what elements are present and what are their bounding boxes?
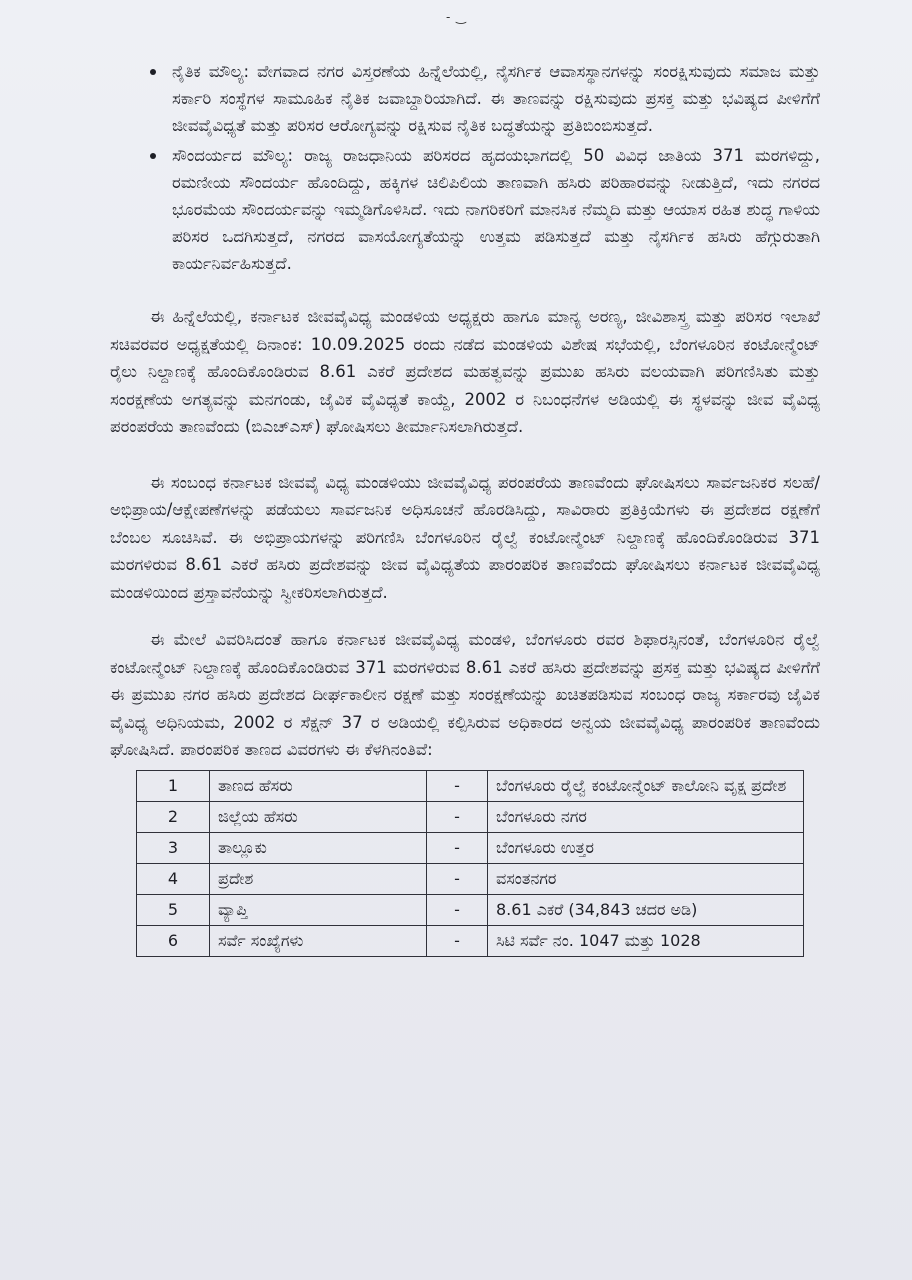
row-separator: - <box>427 801 488 832</box>
paragraph-public-notification: ಈ ಸಂಬಂಧ ಕರ್ನಾಟಕ ಜೀವವೈ ವಿಧ್ಯ ಮಂಡಳಿಯು ಜೀವವೈವಿಧ್ಯ ಪರಂಪರೆಯ ತಾಣವೆಂದು ಘೋಷಿಸಲು ಸಾರ್ವಜನಿಕರ ಸಲಹೆ/ಅಭಿಪ್ರಾಯ/ಆಕ್ಷೇಪಣೆಗಳನ್ನು ಪಡೆಯಲು ಸಾರ್ವಜನಿಕ ಅಧಿಸೂಚನೆ ಹೊರಡಿಸಿದ್ದು, ಸಾವಿರಾರು ಪ್ರತಿಕ್ರಿಯೆಗಳು ಈ ಪ್ರದೇಶದ ರಕ್ಷಣೆಗೆ ಬೆಂಬಲ ಸೂಚಿಸಿವೆ. ಈ ಅಭಿಪ್ರಾಯಗಳನ್ನು ಪರಿಗಣಿಸಿ ಬೆಂಗಳೂರಿನ ರೈಲ್ವೆ ಕಂಟೋನ್ಮೆಂಟ್ ನಿಲ್ದಾಣಕ್ಕೆ ಹೊಂದಿಕೊಂಡಿರುವ 371 ಮರಗಳಿರುವ 8.61 ಎಕರೆ ಹಸಿರು ಪ್ರದೇಶವನ್ನು ಜೀವ ವೈವಿಧ್ಯತೆಯ ಪಾರಂಪರಿಕ ತಾಣವೆಂದು ಘೋಷಿಸಲು ಕರ್ನಾಟಕ ಜೀವವೈವಿಧ್ಯ ಮಂಡಳಿಯಿಂದ ಪ್ರಸ್ತಾವನೆಯನ್ನು ಸ್ವೀಕರಿಸಲಾಗಿರುತ್ತದೆ. <box>110 472 820 602</box>
row-separator: - <box>427 832 488 863</box>
table-row <box>137 832 804 863</box>
top-mark: - ‿ <box>446 10 467 24</box>
row-value: ಬೆಂಗಳೂರು ಉತ್ತರ <box>488 832 804 863</box>
row-separator: - <box>427 894 488 925</box>
row-value: ಬೆಂಗಳೂರು ನಗರ <box>488 801 804 832</box>
row-label: ಪ್ರದೇಶ <box>210 863 427 894</box>
row-label: ತಾಣದ ಹೆಸರು <box>210 770 427 801</box>
paragraph-board-decision: ಈ ಹಿನ್ನೆಲೆಯಲ್ಲಿ, ಕರ್ನಾಟಕ ಜೀವವೈವಿಧ್ಯ ಮಂಡಳಿಯ ಅಧ್ಯಕ್ಷರು ಹಾಗೂ ಮಾನ್ಯ ಅರಣ್ಯ, ಜೀವಿಶಾಸ್ತ್ರ ಮತ್ತು ಪರಿಸರ ಇಲಾಖೆ ಸಚಿವರವರ ಅಧ್ಯಕ್ಷತೆಯಲ್ಲಿ ದಿನಾಂಕ: 10.09.2025 ರಂದು ನಡೆದ ಮಂಡಳಿಯ ವಿಶೇಷ ಸಭೆಯಲ್ಲಿ, ಬೆಂಗಳೂರಿನ ಕಂಟೋನ್ಮೆಂಟ್ ರೈಲು ನಿಲ್ದಾಣಕ್ಕೆ ಹೊಂದಿಕೊಂಡಿರುವ 8.61 ಎಕರೆ ಪ್ರದೇಶದ ಮಹತ್ವವನ್ನು ಪ್ರಮುಖ ಹಸಿರು ವಲಯವಾಗಿ ಪರಿಗಣಿಸಿತು ಮತ್ತು ಸಂರಕ್ಷಣೆಯ ಅಗತ್ಯವನ್ನು ಮನಗಂಡು, ಜೈವಿಕ ವೈವಿಧ್ಯತೆ ಕಾಯ್ದೆ, 2002 ರ ನಿಬಂಧನೆಗಳ ಅಡಿಯಲ್ಲಿ ಈ ಸ್ಥಳವನ್ನು ಜೀವ ವೈವಿಧ್ಯ ಪರಂಪರೆಯ ತಾಣವೆಂದು (ಬಿಎಚ್‌ಎಸ್) ಘೋಷಿಸಲು ತೀರ್ಮಾನಿಸಲಾಗಿರುತ್ತದೆ. <box>110 307 820 436</box>
row-separator: - <box>427 770 488 801</box>
row-number: 1 <box>137 770 210 801</box>
row-value: 8.61 ಎಕರೆ (34,843 ಚದರ ಅಡಿ) <box>488 894 804 925</box>
row-label: ವ್ಯಾಪ್ತಿ <box>210 894 427 925</box>
table-row <box>137 770 804 801</box>
row-label: ತಾಲ್ಲೂಕು <box>210 832 427 863</box>
values-bullet-list <box>110 58 820 277</box>
table-row <box>137 894 804 925</box>
row-separator: - <box>427 863 488 894</box>
row-label: ಜಿಲ್ಲೆಯ ಹೆಸರು <box>210 801 427 832</box>
table-row <box>137 925 804 956</box>
bullet-ethical-value: ನೈತಿಕ ಮೌಲ್ಯ: ವೇಗವಾದ ನಗರ ವಿಸ್ತರಣೆಯ ಹಿನ್ನೆಲೆಯಲ್ಲಿ, ನೈಸರ್ಗಿಕ ಆವಾಸಸ್ಥಾನಗಳನ್ನು ಸಂರಕ್ಷಿಸುವುದು ಸಮಾಜ ಮತ್ತು ಸರ್ಕಾರಿ ಸಂಸ್ಥೆಗಳ ಸಾಮೂಹಿಕ ನೈತಿಕ ಜವಾಬ್ದಾರಿಯಾಗಿದೆ. ಈ ತಾಣವನ್ನು ರಕ್ಷಿಸುವುದು ಪ್ರಸಕ್ತ ಮತ್ತು ಭವಿಷ್ಯದ ಪೀಳಿಗೆಗೆ ಜೀವವೈವಿಧ್ಯತೆ ಮತ್ತು ಪರಿಸರ ಆರೋಗ್ಯವನ್ನು ರಕ್ಷಿಸುವ ನೈತಿಕ ಬದ್ಧತೆಯನ್ನು ಪ್ರತಿಬಿಂಬಿಸುತ್ತದೆ. <box>110 58 820 139</box>
row-number: 6 <box>137 925 210 956</box>
row-number: 2 <box>137 801 210 832</box>
table-row <box>137 863 804 894</box>
paragraph-declaration: ಈ ಮೇಲೆ ವಿವರಿಸಿದಂತೆ ಹಾಗೂ ಕರ್ನಾಟಕ ಜೀವವೈವಿಧ್ಯ ಮಂಡಳಿ, ಬೆಂಗಳೂರು ರವರ ಶಿಫಾರಸ್ಸಿನಂತೆ, ಬೆಂಗಳೂರಿನ ರೈಲ್ವೆ ಕಂಟೋನ್ಮೆಂಟ್ ನಿಲ್ದಾಣಕ್ಕೆ ಹೊಂದಿಕೊಂಡಿರುವ 371 ಮರಗಳಿರುವ 8.61 ಎಕರೆ ಹಸಿರು ಪ್ರದೇಶವನ್ನು ಪ್ರಸಕ್ತ ಮತ್ತು ಭವಿಷ್ಯದ ಪೀಳಿಗೆಗೆ ಈ ಪ್ರಮುಖ ನಗರ ಹಸಿರು ಪ್ರದೇಶದ ದೀರ್ಘಕಾಲೀನ ರಕ್ಷಣೆ ಮತ್ತು ಸಂರಕ್ಷಣೆಯನ್ನು ಖಚಿತಪಡಿಸುವ ಸಂಬಂಧ ರಾಜ್ಯ ಸರ್ಕಾರವು ಜೈವಿಕ ವೈವಿಧ್ಯ ಅಧಿನಿಯಮ, 2002 ರ ಸೆಕ್ಷನ್ 37 ರ ಅಡಿಯಲ್ಲಿ ಕಲ್ಪಿಸಿರುವ ಅಧಿಕಾರದ ಅನ್ವಯ ಜೀವವೈವಿಧ್ಯ ಪಾರಂಪರಿಕ ತಾಣವೆಂದು ಘೋಷಿಸಿದೆ. ಪಾರಂಪರಿಕ ತಾಣದ ವಿವರಗಳು ಈ ಕೆಳಗಿನಂತಿವೆ: <box>110 630 820 759</box>
table-row <box>137 801 804 832</box>
row-separator: - <box>427 925 488 956</box>
bullet-aesthetic-value: ಸೌಂದರ್ಯದ ಮೌಲ್ಯ: ರಾಜ್ಯ ರಾಜಧಾನಿಯ ಪರಿಸರದ ಹೃದಯಭಾಗದಲ್ಲಿ 50 ವಿವಿಧ ಜಾತಿಯ 371 ಮರಗಳಿದ್ದು, ರಮಣೀಯ ಸೌಂದರ್ಯ ಹೊಂದಿದ್ದು, ಹಕ್ಕಿಗಳ ಚಿಲಿಪಿಲಿಯ ತಾಣವಾಗಿ ಹಸಿರು ಪರಿಹಾರವನ್ನು ನೀಡುತ್ತಿದೆ, ಇದು ನಗರದ ಭೂರಮೆಯ ಸೌಂದರ್ಯವನ್ನು ಇಮ್ಮಡಿಗೊಳಿಸಿದೆ. ಇದು ನಾಗರಿಕರಿಗೆ ಮಾನಸಿಕ ನೆಮ್ಮದಿ ಮತ್ತು ಆಯಾಸ ರಹಿತ ಶುದ್ಧ ಗಾಳಿಯ ಪರಿಸರ ಒದಗಿಸುತ್ತದೆ, ನಗರದ ವಾಸಯೋಗ್ಯತೆಯನ್ನು ಉತ್ತಮ ಪಡಿಸುತ್ತದೆ ಮತ್ತು ನೈಸರ್ಗಿಕ ಹಸಿರು ಹೆಗ್ಗುರುತಾಗಿ ಕಾರ್ಯನಿರ್ವಹಿಸುತ್ತದೆ. <box>110 142 820 277</box>
row-number: 5 <box>137 894 210 925</box>
row-number: 4 <box>137 863 210 894</box>
row-value: ವಸಂತನಗರ <box>488 863 804 894</box>
heritage-site-details-table <box>136 770 804 957</box>
row-value: ಸಿಟಿ ಸರ್ವೆ ನಂ. 1047 ಮತ್ತು 1028 <box>488 925 804 956</box>
row-value: ಬೆಂಗಳೂರು ರೈಲ್ವೆ ಕಂಟೋನ್ಮೆಂಟ್ ಕಾಲೋನಿ ವೃಕ್ಷ ಪ್ರದೇಶ <box>488 770 804 801</box>
row-label: ಸರ್ವೆ ಸಂಖ್ಯೆಗಳು <box>210 925 427 956</box>
row-number: 3 <box>137 832 210 863</box>
